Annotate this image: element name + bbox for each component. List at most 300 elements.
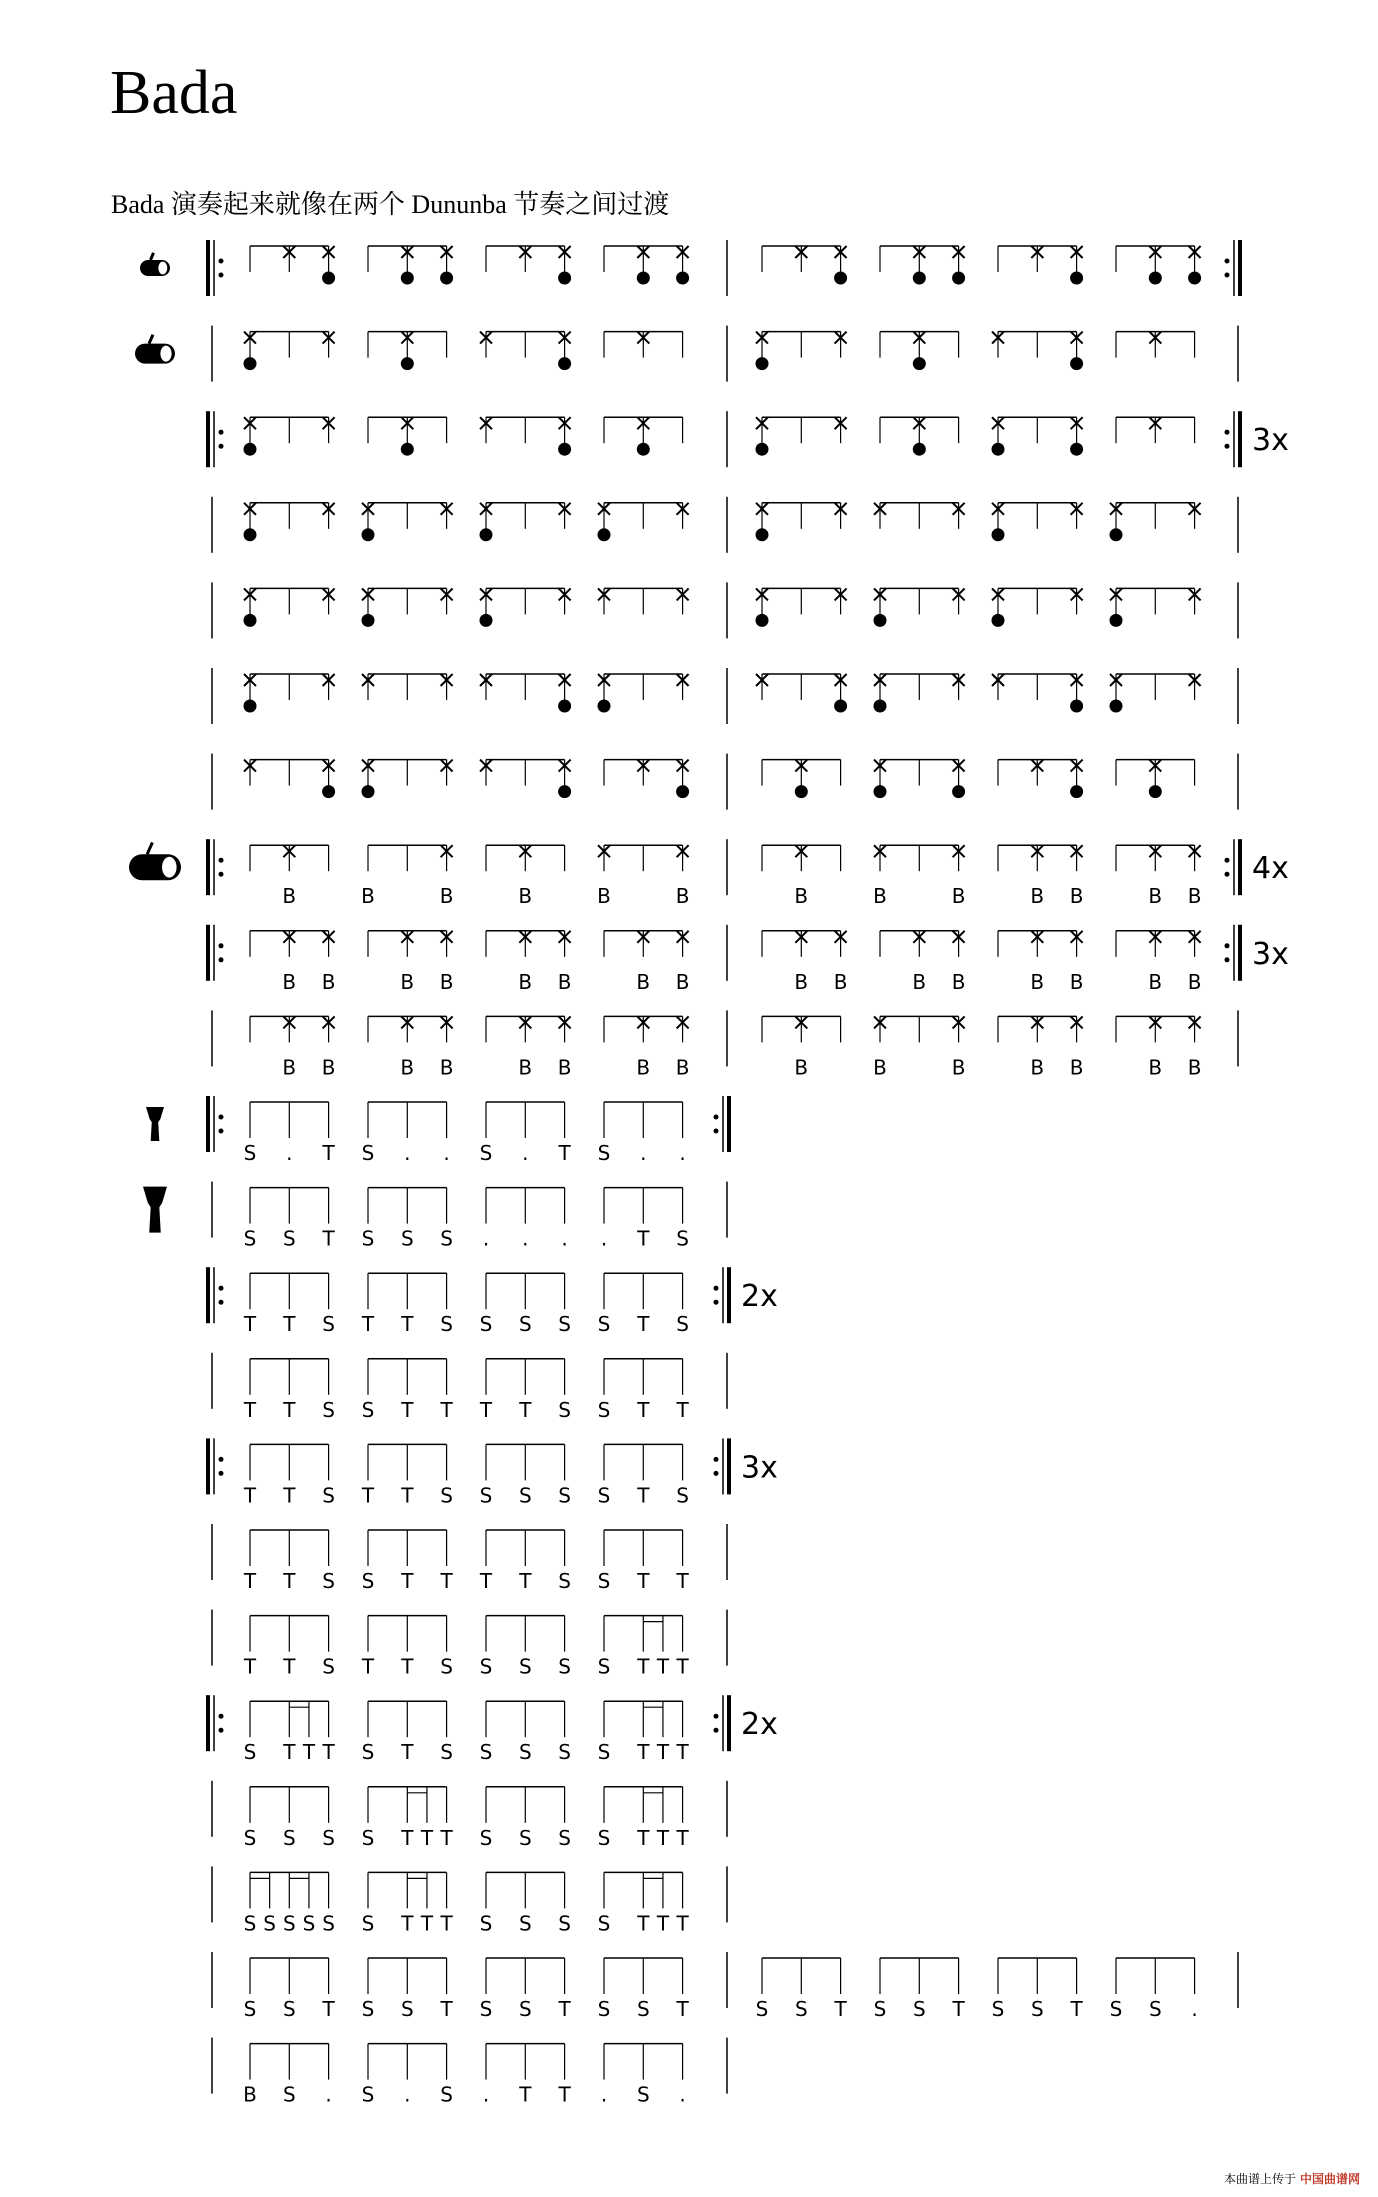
- open-note: [558, 785, 571, 798]
- stroke-label: S: [518, 1483, 532, 1508]
- dununba-drum-icon-head: [162, 857, 177, 878]
- stroke-label: T: [440, 1997, 453, 2021]
- repeat-dot: [1225, 259, 1230, 264]
- stroke-label: B: [675, 884, 690, 909]
- open-note: [834, 272, 847, 285]
- page-title: Bada: [110, 59, 238, 127]
- repeat-dot: [219, 1471, 224, 1476]
- stroke-label: T: [401, 1825, 414, 1850]
- stroke-label: T: [558, 2082, 571, 2107]
- repeat-dot: [219, 957, 224, 962]
- stroke-label: T: [440, 1397, 453, 1422]
- stroke-label: T: [1070, 1997, 1083, 2021]
- stroke-label: T: [401, 1312, 414, 1337]
- repeat-count: 3x: [1252, 936, 1289, 972]
- stroke-label: S: [558, 1911, 571, 1936]
- repeat-dot: [1225, 444, 1230, 449]
- open-note: [1110, 700, 1123, 713]
- stroke-label: T: [676, 1997, 689, 2021]
- stroke-label: S: [282, 1911, 296, 1936]
- stroke-label: T: [283, 1740, 296, 1765]
- stroke-label: B: [1030, 969, 1045, 994]
- open-note: [362, 785, 375, 798]
- stroke-label: S: [243, 1911, 257, 1936]
- stroke-label: T: [519, 1397, 532, 1422]
- open-note: [756, 443, 769, 456]
- stroke-label: B: [1187, 884, 1202, 909]
- stroke-label: S: [322, 1312, 335, 1337]
- open-note: [756, 614, 769, 627]
- stroke-label: S: [479, 1483, 493, 1508]
- stroke-label: S: [400, 1226, 414, 1251]
- stroke-label: S: [597, 1397, 611, 1422]
- repeat-dot: [219, 858, 224, 863]
- rhythm-system: [129, 839, 1289, 908]
- stroke-label: S: [558, 1483, 571, 1508]
- stroke-label: S: [912, 1997, 926, 2021]
- stroke-label: S: [440, 1654, 453, 1679]
- stroke-label: S: [518, 1654, 532, 1679]
- rhythm-system: [135, 326, 1238, 382]
- open-note: [913, 357, 926, 370]
- stroke-label: S: [361, 1397, 375, 1422]
- stroke-label: .: [443, 1141, 450, 1165]
- stroke-label: T: [676, 1397, 689, 1422]
- stroke-label: .: [522, 1226, 529, 1251]
- stroke-label: S: [361, 1911, 375, 1936]
- rhythm-system: [212, 497, 1238, 553]
- open-note: [1070, 443, 1083, 456]
- open-note: [992, 528, 1005, 541]
- stroke-label: S: [518, 1911, 532, 1936]
- stroke-label: B: [873, 884, 887, 909]
- stroke-label: T: [283, 1654, 296, 1679]
- stroke-label: B: [794, 1055, 809, 1080]
- stroke-label: T: [637, 1654, 650, 1679]
- stroke-label: S: [518, 1312, 532, 1337]
- kenkeni-drum-icon-stick: [151, 253, 154, 260]
- open-note: [598, 528, 611, 541]
- stroke-label: B: [321, 1055, 336, 1080]
- rhythm-system: [143, 1182, 727, 1251]
- open-note: [401, 272, 414, 285]
- stroke-label: B: [951, 1055, 966, 1080]
- repeat-dot: [219, 1714, 224, 1719]
- open-note: [401, 443, 414, 456]
- stroke-label: S: [479, 1997, 493, 2021]
- repeat-dot: [1225, 943, 1230, 948]
- open-note: [440, 272, 453, 285]
- open-note: [874, 785, 887, 798]
- open-note: [244, 700, 257, 713]
- stroke-label: T: [637, 1483, 650, 1508]
- stroke-label: B: [675, 1055, 690, 1080]
- stroke-label: T: [361, 1312, 375, 1337]
- stroke-label: T: [322, 1141, 335, 1165]
- dununba-drum-icon-stick: [147, 843, 152, 855]
- stroke-label: B: [400, 969, 415, 994]
- stroke-label: B: [1148, 884, 1163, 909]
- stroke-label: S: [597, 1569, 611, 1593]
- open-note: [874, 700, 887, 713]
- djembe-small-icon: [146, 1107, 164, 1141]
- stroke-label: T: [637, 1911, 650, 1936]
- repeat-dot: [714, 1714, 719, 1719]
- stroke-label: S: [440, 2082, 453, 2107]
- stroke-label: S: [558, 1654, 571, 1679]
- open-note: [480, 528, 493, 541]
- rhythm-system: [212, 1866, 727, 1935]
- repeat-dot: [219, 259, 224, 264]
- rhythm-system: [212, 1952, 1238, 2021]
- stroke-label: S: [597, 1312, 611, 1337]
- stroke-label: B: [243, 2082, 257, 2107]
- open-note: [244, 443, 257, 456]
- stroke-label: S: [479, 1312, 493, 1337]
- stroke-label: T: [401, 1569, 414, 1593]
- repeat-dot: [219, 1286, 224, 1291]
- open-note: [558, 272, 571, 285]
- open-note: [756, 357, 769, 370]
- stroke-label: T: [283, 1312, 296, 1337]
- repeat-dot: [1225, 858, 1230, 863]
- stroke-label: B: [636, 1055, 651, 1080]
- open-note: [558, 700, 571, 713]
- stroke-label: T: [952, 1997, 965, 2021]
- stroke-label: S: [243, 1141, 257, 1165]
- stroke-label: T: [401, 1654, 414, 1679]
- stroke-label: S: [676, 1226, 689, 1251]
- dununba-drum-icon: [129, 843, 181, 881]
- open-note: [676, 785, 689, 798]
- stroke-label: .: [600, 1226, 608, 1251]
- stroke-label: S: [361, 1997, 375, 2021]
- stroke-label: S: [361, 1226, 375, 1251]
- stroke-label: B: [1030, 1055, 1045, 1080]
- stroke-label: S: [322, 1654, 335, 1679]
- repeat-dot: [714, 1286, 719, 1291]
- stroke-label: B: [1148, 969, 1163, 994]
- stroke-label: S: [479, 1141, 493, 1165]
- footer-upload-text: 本曲谱上传于: [1223, 2172, 1296, 2186]
- stroke-label: B: [912, 969, 927, 994]
- stroke-label: B: [557, 1055, 572, 1080]
- djembe-large-icon-shape: [143, 1187, 167, 1233]
- stroke-label: S: [322, 1397, 335, 1422]
- stroke-label: T: [243, 1483, 257, 1508]
- stroke-label: T: [401, 1397, 414, 1422]
- rhythm-system: [212, 1781, 727, 1850]
- stroke-label: T: [401, 1911, 414, 1936]
- rhythm-system: [208, 1695, 778, 1764]
- stroke-label: S: [558, 1397, 571, 1422]
- djembe-small-icon-shape: [146, 1107, 164, 1141]
- stroke-label: .: [404, 1141, 411, 1165]
- stroke-label: S: [755, 1997, 769, 2021]
- rhythm-system: [208, 1438, 778, 1507]
- stroke-label: S: [361, 1825, 375, 1850]
- rhythm-system: [212, 1353, 727, 1422]
- repeat-dot: [1225, 957, 1230, 962]
- open-note: [244, 614, 257, 627]
- repeat-dot: [714, 1457, 719, 1462]
- open-note: [913, 443, 926, 456]
- open-note: [795, 785, 808, 798]
- stroke-label: T: [676, 1740, 689, 1765]
- open-note: [598, 700, 611, 713]
- stroke-label: B: [439, 1055, 454, 1080]
- rhythm-system: [212, 754, 1238, 810]
- repeat-count: 4x: [1252, 851, 1289, 887]
- stroke-label: T: [283, 1483, 296, 1508]
- rhythm-system: [208, 925, 1289, 994]
- stroke-label: T: [558, 1997, 571, 2021]
- repeat-dot: [714, 1471, 719, 1476]
- stroke-label: S: [322, 1569, 335, 1593]
- stroke-label: .: [640, 1141, 647, 1165]
- stroke-label: S: [518, 1997, 532, 2021]
- stroke-label: B: [636, 969, 651, 994]
- footer-site-name: 中国曲谱网: [1299, 2172, 1360, 2186]
- stroke-label: T: [637, 1740, 650, 1765]
- open-note: [322, 785, 335, 798]
- stroke-label: .: [482, 1226, 490, 1251]
- stroke-label: S: [440, 1740, 453, 1765]
- stroke-label: T: [322, 1997, 335, 2021]
- stroke-label: S: [440, 1226, 453, 1251]
- open-note: [362, 528, 375, 541]
- stroke-label: S: [361, 1141, 375, 1165]
- stroke-label: S: [597, 1997, 611, 2021]
- repeat-count: 3x: [741, 1450, 778, 1486]
- stroke-label: T: [637, 1312, 650, 1337]
- stroke-label: S: [243, 1740, 257, 1765]
- open-note: [401, 357, 414, 370]
- stroke-label: S: [676, 1483, 689, 1508]
- rhythm-system: [140, 240, 1240, 296]
- stroke-label: S: [322, 1911, 335, 1936]
- stroke-label: S: [243, 1226, 257, 1251]
- open-note: [913, 272, 926, 285]
- repeat-dot: [714, 1728, 719, 1733]
- repeat-dot: [219, 1129, 224, 1134]
- stroke-label: .: [1191, 1997, 1198, 2021]
- stroke-label: T: [361, 1483, 375, 1508]
- stroke-label: T: [243, 1397, 257, 1422]
- stroke-label: S: [322, 1825, 335, 1850]
- open-note: [952, 272, 965, 285]
- repeat-dot: [1225, 273, 1230, 278]
- stroke-label: S: [518, 1740, 532, 1765]
- open-note: [558, 357, 571, 370]
- stroke-label: S: [243, 1997, 257, 2021]
- open-note: [952, 785, 965, 798]
- open-note: [244, 528, 257, 541]
- stroke-label: B: [1069, 969, 1084, 994]
- stroke-label: B: [1030, 884, 1045, 909]
- stroke-label: S: [597, 1141, 611, 1165]
- stroke-label: B: [361, 884, 375, 909]
- open-note: [480, 614, 493, 627]
- stroke-label: T: [676, 1911, 689, 1936]
- stroke-label: T: [519, 1569, 532, 1593]
- stroke-label: S: [873, 1997, 887, 2021]
- rhythm-system: [212, 1610, 727, 1679]
- stroke-label: S: [1109, 1997, 1123, 2021]
- stroke-label: S: [1148, 1997, 1162, 2021]
- stroke-label: S: [636, 2082, 650, 2107]
- stroke-label: S: [558, 1569, 571, 1593]
- open-note: [362, 614, 375, 627]
- repeat-dot: [219, 430, 224, 435]
- rhythm-system: [212, 2038, 727, 2107]
- repeat-dot: [714, 1300, 719, 1305]
- stroke-label: T: [243, 1654, 257, 1679]
- repeat-dot: [714, 1115, 719, 1120]
- open-note: [756, 528, 769, 541]
- repeat-dot: [219, 1300, 224, 1305]
- stroke-label: .: [561, 1226, 568, 1251]
- stroke-label: T: [283, 1397, 296, 1422]
- rhythm-system: [212, 668, 1238, 724]
- stroke-label: T: [322, 1226, 335, 1251]
- repeat-dot: [219, 1457, 224, 1462]
- stroke-label: S: [597, 1825, 611, 1850]
- open-note: [992, 443, 1005, 456]
- stroke-label: T: [479, 1569, 493, 1593]
- repeat-dot: [1225, 430, 1230, 435]
- repeat-dot: [219, 1728, 224, 1733]
- stroke-label: T: [519, 2082, 532, 2107]
- stroke-label: T: [834, 1997, 847, 2021]
- stroke-label: S: [597, 1654, 611, 1679]
- page-subtitle: Bada 演奏起来就像在两个 Dununba 节奏之间过渡: [111, 190, 670, 219]
- stroke-label: B: [794, 969, 809, 994]
- stroke-label: T: [637, 1569, 650, 1593]
- stroke-label: S: [361, 1740, 375, 1765]
- repeat-count: 2x: [741, 1707, 778, 1743]
- open-note: [1188, 272, 1201, 285]
- stroke-label: T: [637, 1397, 650, 1422]
- repeat-dot: [1225, 872, 1230, 877]
- stroke-label: S: [282, 1825, 296, 1850]
- rhythm-system: [212, 1010, 1238, 1079]
- stroke-label: S: [400, 1997, 414, 2021]
- kenkeni-drum-icon: [140, 253, 170, 276]
- stroke-label: .: [404, 2082, 411, 2107]
- rhythm-system: [208, 1267, 778, 1336]
- stroke-label: S: [322, 1483, 335, 1508]
- stroke-label: S: [479, 1825, 493, 1850]
- stroke-label: T: [656, 1740, 670, 1765]
- stroke-label: S: [440, 1312, 453, 1337]
- sangban-drum-icon-head: [160, 346, 171, 362]
- stroke-label: B: [282, 1055, 297, 1080]
- stroke-label: B: [1187, 1055, 1202, 1080]
- stroke-label: T: [637, 1825, 650, 1850]
- stroke-label: T: [558, 1141, 571, 1165]
- stroke-label: .: [679, 2082, 686, 2107]
- stroke-label: T: [440, 1825, 453, 1850]
- stroke-label: B: [1187, 969, 1202, 994]
- footer: [1224, 2170, 1360, 2187]
- stroke-label: S: [597, 1740, 611, 1765]
- stroke-label: B: [675, 969, 690, 994]
- stroke-label: B: [833, 969, 848, 994]
- stroke-label: S: [440, 1483, 453, 1508]
- stroke-label: B: [1148, 1055, 1163, 1080]
- open-note: [834, 700, 847, 713]
- stroke-label: S: [558, 1740, 571, 1765]
- stroke-label: T: [637, 1226, 650, 1251]
- repeat-dot: [219, 872, 224, 877]
- stroke-label: B: [400, 1055, 415, 1080]
- stroke-label: B: [518, 969, 533, 994]
- stroke-label: B: [518, 1055, 533, 1080]
- stroke-label: S: [558, 1312, 571, 1337]
- open-note: [1070, 700, 1083, 713]
- open-note: [992, 614, 1005, 627]
- open-note: [1070, 357, 1083, 370]
- repeat-dot: [219, 444, 224, 449]
- stroke-label: S: [282, 2082, 296, 2107]
- sangban-drum-icon-stick: [149, 335, 153, 344]
- stroke-label: B: [439, 969, 454, 994]
- stroke-label: T: [656, 1825, 670, 1850]
- stroke-label: B: [951, 969, 966, 994]
- stroke-label: T: [401, 1483, 414, 1508]
- stroke-label: B: [1069, 884, 1084, 909]
- stroke-label: B: [597, 884, 611, 909]
- djembe-large-icon: [143, 1187, 167, 1233]
- repeat-dot: [219, 943, 224, 948]
- stroke-label: T: [676, 1569, 689, 1593]
- repeat-count: 3x: [1252, 423, 1289, 459]
- stroke-label: B: [282, 884, 297, 909]
- stroke-label: .: [522, 1141, 529, 1165]
- stroke-label: S: [302, 1911, 316, 1936]
- rhythm-system: [146, 1096, 729, 1165]
- stroke-label: .: [679, 1141, 686, 1165]
- open-note: [637, 272, 650, 285]
- open-note: [1070, 272, 1083, 285]
- stroke-label: B: [951, 884, 966, 909]
- open-note: [322, 272, 335, 285]
- open-note: [1110, 528, 1123, 541]
- rhythm-system: [212, 582, 1238, 638]
- stroke-label: S: [991, 1997, 1005, 2021]
- stroke-label: S: [558, 1825, 571, 1850]
- open-note: [1149, 272, 1162, 285]
- repeat-dot: [219, 1115, 224, 1120]
- open-note: [1149, 785, 1162, 798]
- stroke-label: T: [676, 1654, 689, 1679]
- repeat-dot: [714, 1129, 719, 1134]
- stroke-label: T: [322, 1740, 335, 1765]
- repeat-count: 2x: [741, 1279, 778, 1315]
- stroke-label: S: [518, 1825, 532, 1850]
- stroke-label: S: [479, 1654, 493, 1679]
- stroke-label: B: [321, 969, 336, 994]
- stroke-label: T: [440, 1911, 453, 1936]
- stroke-label: S: [282, 1997, 296, 2021]
- stroke-label: .: [482, 2082, 490, 2107]
- repeat-dot: [219, 273, 224, 278]
- open-note: [244, 357, 257, 370]
- stroke-label: .: [600, 2082, 608, 2107]
- stroke-label: T: [440, 1569, 453, 1593]
- stroke-label: B: [1069, 1055, 1084, 1080]
